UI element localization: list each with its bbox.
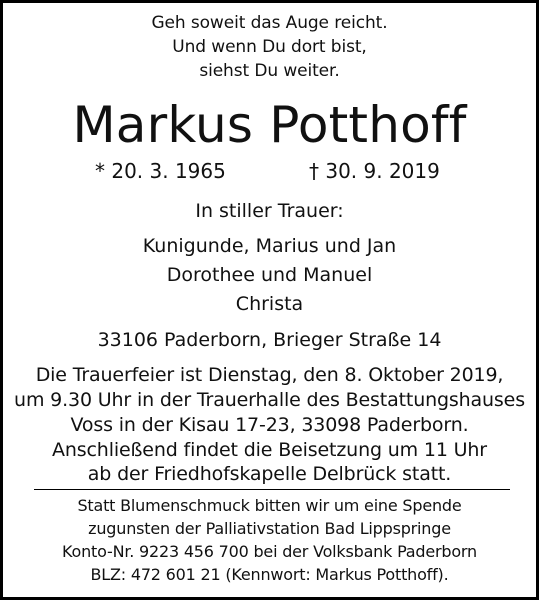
ceremony-line-1: Die Trauerfeier ist Dienstag, den 8. Oktober 2019, <box>35 364 504 386</box>
donation-line-4: BLZ: 472 601 21 (Kennwort: Markus Potthoff). <box>90 565 449 584</box>
mourner-line-2: Dorothee und Manuel <box>166 264 373 286</box>
life-dates <box>3 159 536 183</box>
donation-line-3: Konto-Nr. 9223 456 700 bei der Volksbank Paderborn <box>62 542 477 561</box>
donation-line-1: Statt Blumenschmuck bitten wir um eine Spende <box>77 496 462 515</box>
birth-date: * 20. 3. 1965 <box>95 159 226 183</box>
death-date: † 30. 9. 2019 <box>309 159 440 183</box>
ceremony-line-4: Anschließend findet die Beisetzung um 11 Uhr <box>52 439 487 461</box>
quote-line-2: Und wenn Du dort bist, <box>172 37 367 57</box>
mourner-line-1: Kunigunde, Marius und Jan <box>142 235 397 257</box>
quote-line-1: Geh soweit das Auge reicht. <box>151 13 388 33</box>
ceremony-line-5: ab der Friedhofskapelle Delbrück statt. <box>87 463 452 485</box>
deceased-name: Markus Potthoff <box>72 96 467 154</box>
ceremony-line-3: Voss in der Kisau 17-23, 33098 Paderborn. <box>70 414 469 436</box>
mourner-line-3: Christa <box>235 293 304 315</box>
quote-line-3: siehst Du weiter. <box>199 61 340 81</box>
donation-line-2: zugunsten der Palliativstation Bad Lippspringe <box>88 519 451 538</box>
family-address: 33106 Paderborn, Brieger Straße 14 <box>97 329 442 351</box>
ceremony-line-2: um 9.30 Uhr in der Trauerhalle des Bestattungshauses <box>14 389 525 411</box>
section-divider <box>34 489 510 490</box>
mourning-intro: In stiller Trauer: <box>195 200 344 222</box>
